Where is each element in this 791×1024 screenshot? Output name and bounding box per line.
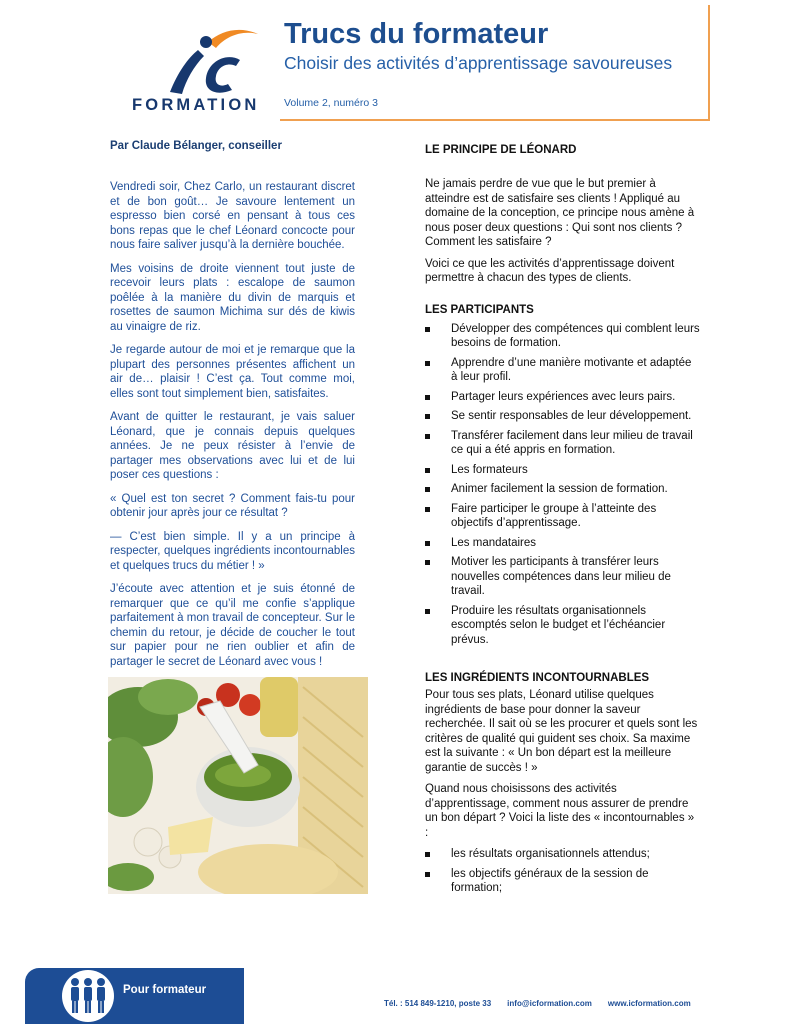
author-byline: Par Claude Bélanger, conseiller bbox=[110, 140, 282, 152]
list-item: Les mandataires bbox=[425, 536, 700, 551]
bullet-icon bbox=[425, 609, 430, 614]
ingredients-list bbox=[425, 847, 700, 896]
contact-email[interactable]: info@icformation.com bbox=[507, 999, 592, 1008]
list-item: les objectifs généraux de la session de formation; bbox=[425, 867, 700, 896]
story-paragraph: Mes voisins de droite viennent tout juste de recevoir leurs plats : escalope de saumon poêlée à la manière du divin de marquis et rosettes de saumon Michima sur dés de kiwis au vinaigre de riz. bbox=[110, 262, 355, 333]
bullet-icon bbox=[425, 361, 430, 366]
story-paragraph: J’écoute avec attention et je suis étonné de remarquer que ce qu’il me confie s’applique parfaitement à mon travail de concepteur. Sur le chemin du retour, je décide de coucher le tout sur papier pour ne rien oublier et afin de partager le secret de Léonard avec vous ! bbox=[110, 583, 355, 668]
section-paragraph: Ne jamais perdre de vue que le but premier à atteindre est de satisfaire ses clients ! Appliqué au domaine de la conception, ce principe nous amène à nous poser deux questions : Qui sont nos clients ? Comment les satisfaire ? bbox=[425, 178, 695, 248]
bullet-icon bbox=[425, 468, 430, 473]
bullet-icon bbox=[425, 560, 430, 565]
list-item: Se sentir responsables de leur développement. bbox=[425, 409, 700, 424]
bullet-icon bbox=[425, 414, 430, 419]
bullet-icon bbox=[425, 507, 430, 512]
section-heading: LE PRINCIPE DE LÉONARD bbox=[425, 144, 577, 156]
list-item: Faire participer le groupe à l’atteinte des objectifs d’apprentissage. bbox=[425, 502, 700, 531]
list-item: Produire les résultats organisationnels escomptés selon le budget et l’échéancier prévus. bbox=[425, 604, 700, 648]
volume-number: Volume 2, numéro 3 bbox=[284, 97, 378, 109]
story-paragraph: Avant de quitter le restaurant, je vais saluer Léonard, que je connais depuis quelques années. Je ne peux résister à l’envie de partager mes observations avec lui et de lui poser ces questions : bbox=[110, 411, 355, 481]
section-heading: LES INGRÉDIENTS INCONTOURNABLES bbox=[425, 672, 650, 684]
list-item: les résultats organisationnels attendus; bbox=[425, 847, 700, 862]
bullet-icon bbox=[425, 434, 430, 439]
page-title: Trucs du formateur bbox=[284, 18, 549, 50]
story-paragraph: Je regarde autour de moi et je remarque que la plupart des personnes présentes affichent un air de… plaisir ! C’est ça. Tout comme moi, elles sont tout simplement bien, satisfaites. bbox=[110, 344, 355, 400]
food-photo bbox=[108, 677, 368, 894]
contact-website[interactable]: www.icformation.com bbox=[607, 999, 691, 1008]
bullet-icon bbox=[425, 327, 430, 332]
page-subtitle: Choisir des activités d’apprentissage savoureuses bbox=[284, 53, 673, 73]
contact-line bbox=[384, 999, 707, 1008]
list-item: Les formateurs bbox=[425, 463, 700, 478]
contact-phone: Tél. : 514 849-1210, poste 33 bbox=[384, 999, 492, 1008]
people-icon bbox=[66, 976, 110, 1016]
participants-list bbox=[425, 322, 700, 648]
list-item: Motiver les participants à transférer leurs nouvelles compétences dans leur milieu de travail. bbox=[425, 555, 700, 599]
section-paragraph: Quand nous choisissons des activités d’apprentissage, comment nous assurer de prendre un bon départ ? Voici la liste des « incontournables » : bbox=[425, 783, 695, 839]
list-item: Partager leurs expériences avec leurs pairs. bbox=[425, 390, 700, 405]
list-item: Animer facilement la session de formation. bbox=[425, 482, 700, 497]
logo-wordmark: FORMATION bbox=[132, 96, 260, 114]
list-item: Développer des compétences qui comblent leurs besoins de formation. bbox=[425, 322, 700, 351]
story-paragraph: « Quel est ton secret ? Comment fais-tu pour obtenir jour après jour ce résultat ? bbox=[110, 492, 355, 519]
left-column bbox=[110, 140, 355, 678]
section-paragraph: Voici ce que les activités d’apprentissage doivent permettre à chacun des types de clients. bbox=[425, 257, 675, 284]
section-heading: LES PARTICIPANTS bbox=[425, 303, 534, 316]
section-paragraph: Pour tous ses plats, Léonard utilise quelques ingrédients de base pour donner la saveur recherchée. Il sait où se les procurer et quels sont les critères de qualité qui guident ses choix. Sa maxime est la suivante : « Un bon départ est la meilleure garantie de succès ! » bbox=[425, 689, 698, 774]
bullet-icon bbox=[425, 395, 430, 400]
bullet-icon bbox=[425, 541, 430, 546]
footer-banner bbox=[25, 968, 244, 1024]
header-rule-vertical bbox=[708, 5, 710, 121]
list-item: Transférer facilement dans leur milieu de travail ce qui a été appris en formation. bbox=[425, 429, 700, 458]
right-column bbox=[425, 144, 700, 901]
bullet-icon bbox=[425, 487, 430, 492]
header-rule bbox=[280, 119, 710, 121]
story-paragraph: Vendredi soir, Chez Carlo, un restaurant discret et de bon goût… Je savoure lentement un espresso bien corsé en pensant à tous ces bons repas que le chef Léonard concocte pour nous faire saliver jusqu’à la dernière bouchée. bbox=[110, 181, 355, 251]
bullet-icon bbox=[425, 872, 430, 877]
list-item: Apprendre d’une manière motivante et adaptée à leur profil. bbox=[425, 356, 700, 385]
story-paragraph: — C’est bien simple. Il y a un principe à respecter, quelques ingrédients incontournables et quelques trucs du métier ! » bbox=[110, 530, 355, 572]
bullet-icon bbox=[425, 852, 430, 857]
footer-label: Pour formateur bbox=[123, 984, 207, 996]
